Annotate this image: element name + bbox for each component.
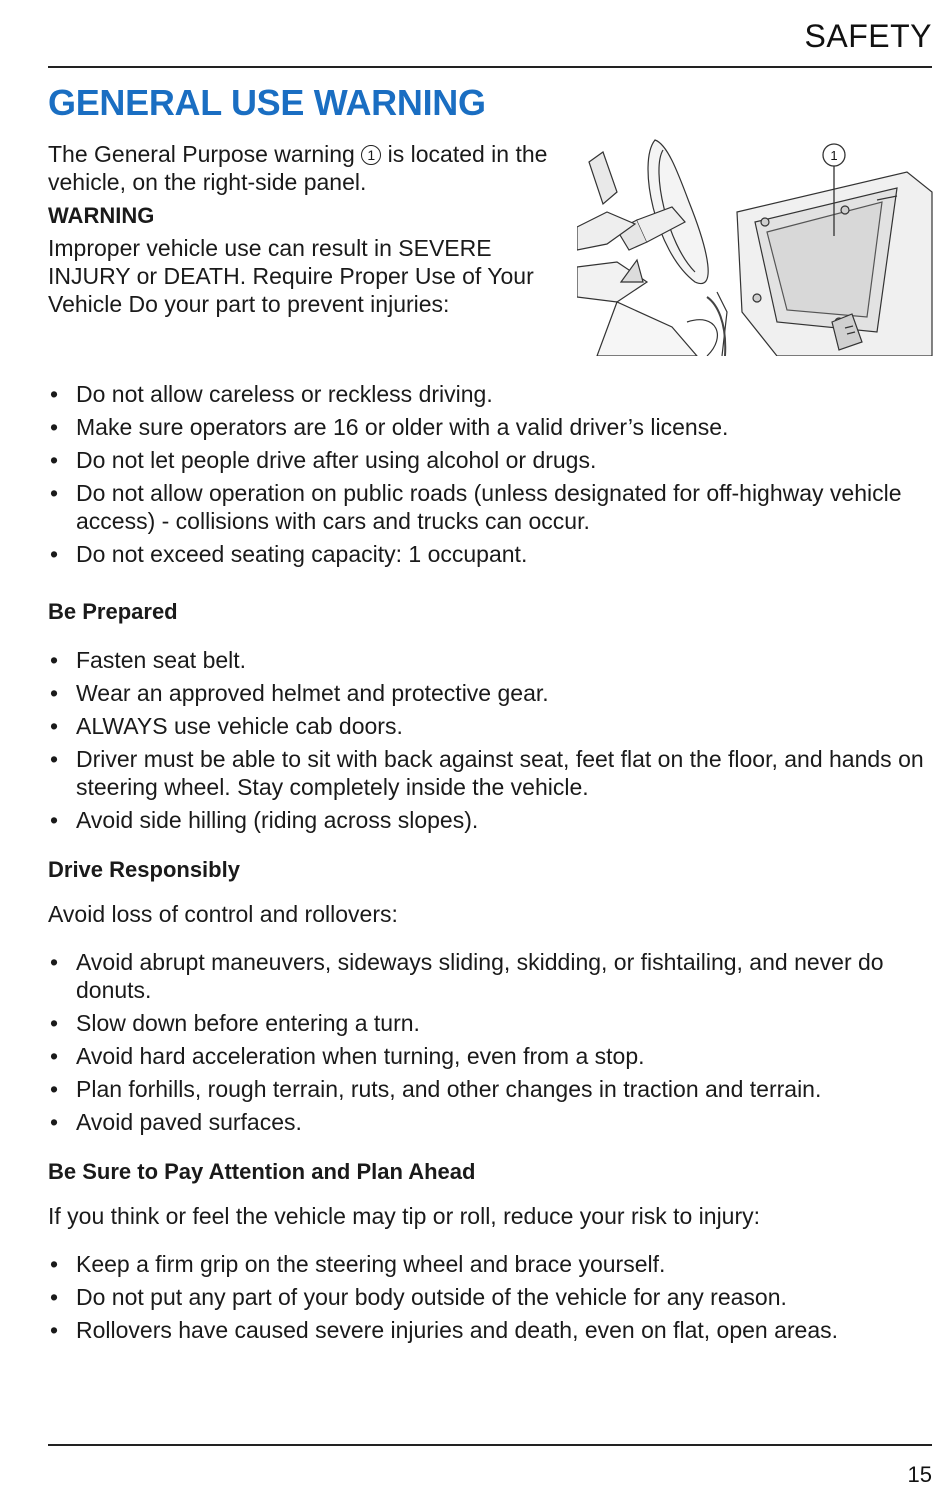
page-title: GENERAL USE WARNING [48, 82, 486, 123]
main-content [48, 380, 928, 1349]
list-item: • Do not allow operation on public roads (unless designated for off-highway vehicle access) - collisions with cars and trucks can occur. [48, 479, 928, 535]
warning-text: Improper vehicle use can result in SEVERE INJURY or DEATH. Require Proper Use of Your Vehicle Do your part to prevent injuries: [48, 235, 534, 317]
callout-marker: 1 [361, 145, 381, 165]
list-item: • Driver must be able to sit with back against seat, feet flat on the floor, and hands on steering wheel. Stay completely inside the vehicle. [48, 745, 928, 801]
section-header: SAFETY [804, 18, 932, 54]
be-prepared-list [48, 646, 928, 834]
list-item: • Do not allow careless or reckless driving. [48, 380, 928, 408]
drive-responsibly-list [48, 948, 928, 1136]
list-item: • Avoid abrupt maneuvers, sideways sliding, skidding, or fishtailing, and never do donuts. [48, 948, 928, 1004]
general-warning-list [48, 380, 928, 568]
intro-line-after: is located in the vehicle, on the right-side panel. [48, 141, 548, 195]
list-item: • Do not exceed seating capacity: 1 occupant. [48, 540, 928, 568]
drive-responsibly-heading: Drive Responsibly [48, 857, 240, 882]
list-item: • Make sure operators are 16 or older with a valid driver’s license. [48, 413, 928, 441]
list-item: • Avoid side hilling (riding across slopes). [48, 806, 928, 834]
page-number: 15 [907, 1462, 932, 1487]
footer-divider [48, 1444, 932, 1446]
list-item: • Slow down before entering a turn. [48, 1009, 928, 1037]
list-item: • Do not put any part of your body outside of the vehicle for any reason. [48, 1283, 928, 1311]
pay-attention-intro: If you think or feel the vehicle may tip or roll, reduce your risk to injury: [48, 1203, 761, 1229]
figure-callout-number: 1 [830, 148, 838, 163]
warning-location-figure [577, 132, 934, 356]
list-item: • Avoid paved surfaces. [48, 1108, 928, 1136]
intro-line-before: The General Purpose warning [48, 141, 355, 167]
list-item: • Rollovers have caused severe injuries and death, even on flat, open areas. [48, 1316, 928, 1344]
be-prepared-heading: Be Prepared [48, 599, 178, 624]
list-item: • Keep a firm grip on the steering wheel and brace yourself. [48, 1250, 928, 1278]
intro-text [48, 140, 558, 196]
list-item: • Plan forhills, rough terrain, ruts, and other changes in traction and terrain. [48, 1075, 928, 1103]
list-item: • Avoid hard acceleration when turning, even from a stop. [48, 1042, 928, 1070]
header-divider [48, 66, 932, 68]
pay-attention-heading: Be Sure to Pay Attention and Plan Ahead [48, 1159, 476, 1184]
list-item: • Do not let people drive after using alcohol or drugs. [48, 446, 928, 474]
pay-attention-list [48, 1250, 928, 1344]
vehicle-interior-illustration [577, 132, 934, 356]
warning-label: WARNING [48, 203, 155, 228]
list-item: • Wear an approved helmet and protective gear. [48, 679, 928, 707]
drive-responsibly-intro: Avoid loss of control and rollovers: [48, 901, 398, 927]
list-item: • Fasten seat belt. [48, 646, 928, 674]
intro-block [48, 140, 558, 318]
list-item: • ALWAYS use vehicle cab doors. [48, 712, 928, 740]
